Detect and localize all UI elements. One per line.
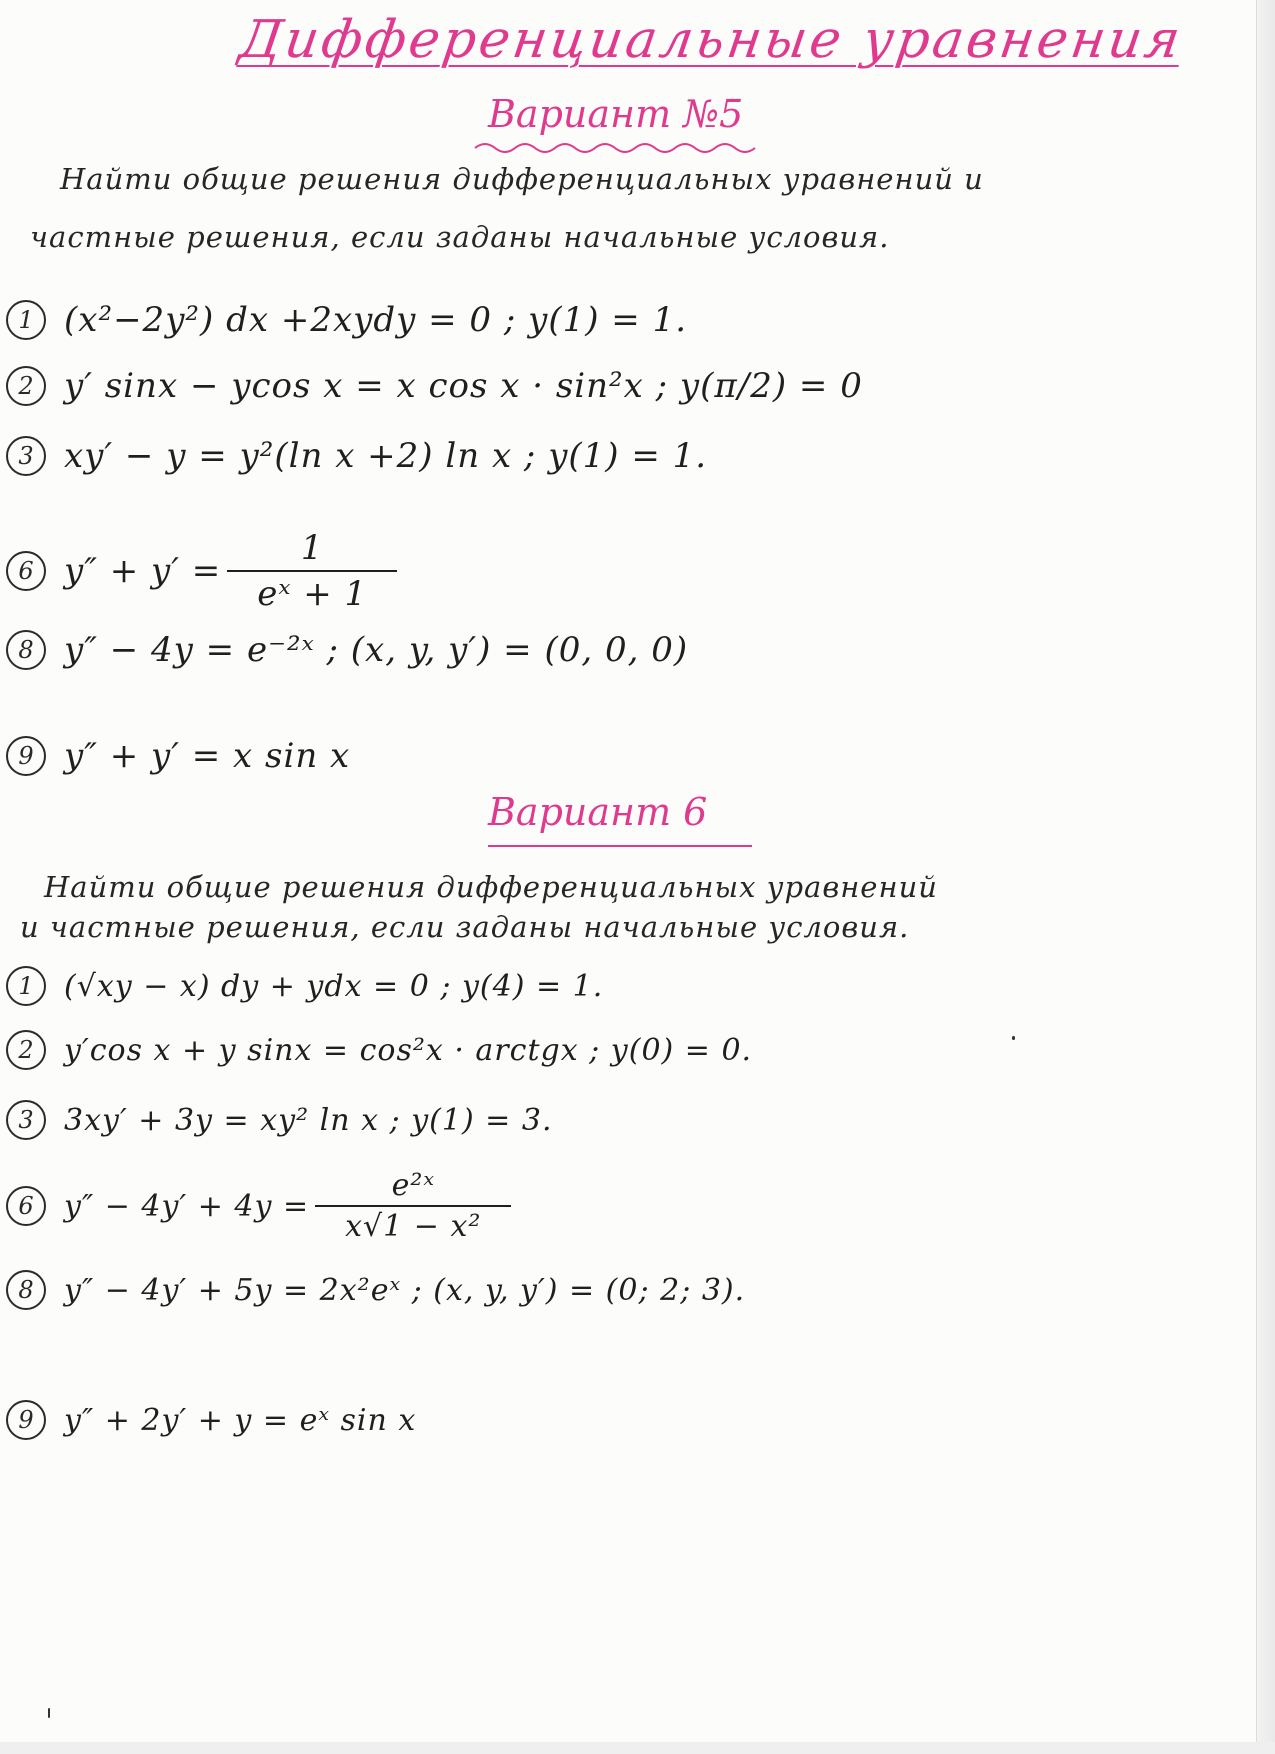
paper-bottom-edge [0,1742,1275,1754]
paper-edge [1256,0,1275,1754]
problem-number: 1 [6,966,46,1006]
problem-number: 9 [6,1400,46,1440]
fraction [315,1168,511,1244]
variant-6-heading: Вариант 6 [488,790,708,834]
problem-number: 6 [6,1186,46,1226]
problem-5-1 [6,300,687,340]
fraction-numerator: 1 [300,528,324,568]
variant-6-instruction-line2: и частные решения, если заданы начальные условия. [20,910,910,944]
equation: y″ + y′ = [64,551,222,591]
problem-6-8 [6,1270,745,1310]
fraction-numerator: e²ˣ [391,1168,435,1203]
stray-mark [48,1708,50,1718]
problem-6-9 [6,1400,416,1440]
variant-6-underline [486,842,756,850]
variant-6-instruction-line1: Найти общие решения дифференциальных уравнений [44,870,938,904]
variant-5-heading: Вариант №5 [488,92,744,136]
problem-6-2 [6,1030,752,1070]
fraction-denominator: x√1 − x² [315,1205,511,1244]
equation: (√xy − x) dy + ydx = 0 ; y(4) = 1. [64,968,604,1004]
equation: y″ − 4y′ + 5y = 2x²eˣ ; (x, y, y′) = (0; 2; 3). [64,1272,746,1308]
problem-number: 6 [6,551,46,591]
problem-number: 2 [6,366,46,406]
problem-5-8 [6,630,688,670]
fraction-denominator: eˣ + 1 [227,570,397,614]
equation: xy′ − y = y²(ln x +2) ln x ; y(1) = 1. [64,436,708,476]
problem-5-9 [6,736,350,776]
stray-mark [1012,1036,1015,1040]
problem-number: 2 [6,1030,46,1070]
equation: y″ − 4y′ + 4y = [64,1188,310,1224]
problem-number: 3 [6,436,46,476]
equation: 3xy′ + 3y = xy² ln x ; y(1) = 3. [64,1102,553,1138]
problem-6-3 [6,1100,552,1140]
problem-6-6 [6,1168,511,1244]
variant-5-underline [470,138,770,158]
problem-5-3 [6,436,707,476]
fraction [227,528,397,614]
problem-number: 8 [6,630,46,670]
variant-5-instruction-line2: частные решения, если заданы начальные условия. [30,220,890,254]
problem-number: 9 [6,736,46,776]
problem-5-6 [6,528,397,614]
problem-5-2 [6,366,863,406]
problem-number: 3 [6,1100,46,1140]
equation: y′ sinx − ycos x = x cos x · sin²x ; y(π/2) = 0 [64,366,863,406]
problem-6-1 [6,966,603,1006]
page-title: Дифференциальные уравнения [235,10,1187,70]
equation: (x²−2y²) dx +2xydy = 0 ; y(1) = 1. [64,300,688,340]
equation: y″ + y′ = x sin x [64,736,351,776]
problem-number: 8 [6,1270,46,1310]
equation: y″ − 4y = e⁻²ˣ ; (x, y, y′) = (0, 0, 0) [64,630,689,670]
equation: y″ + 2y′ + y = eˣ sin x [64,1402,417,1438]
equation: y′cos x + y sinx = cos²x · arctgx ; y(0) = 0. [64,1032,753,1068]
variant-5-instruction-line1: Найти общие решения дифференциальных уравнений и [60,162,984,196]
problem-number: 1 [6,300,46,340]
